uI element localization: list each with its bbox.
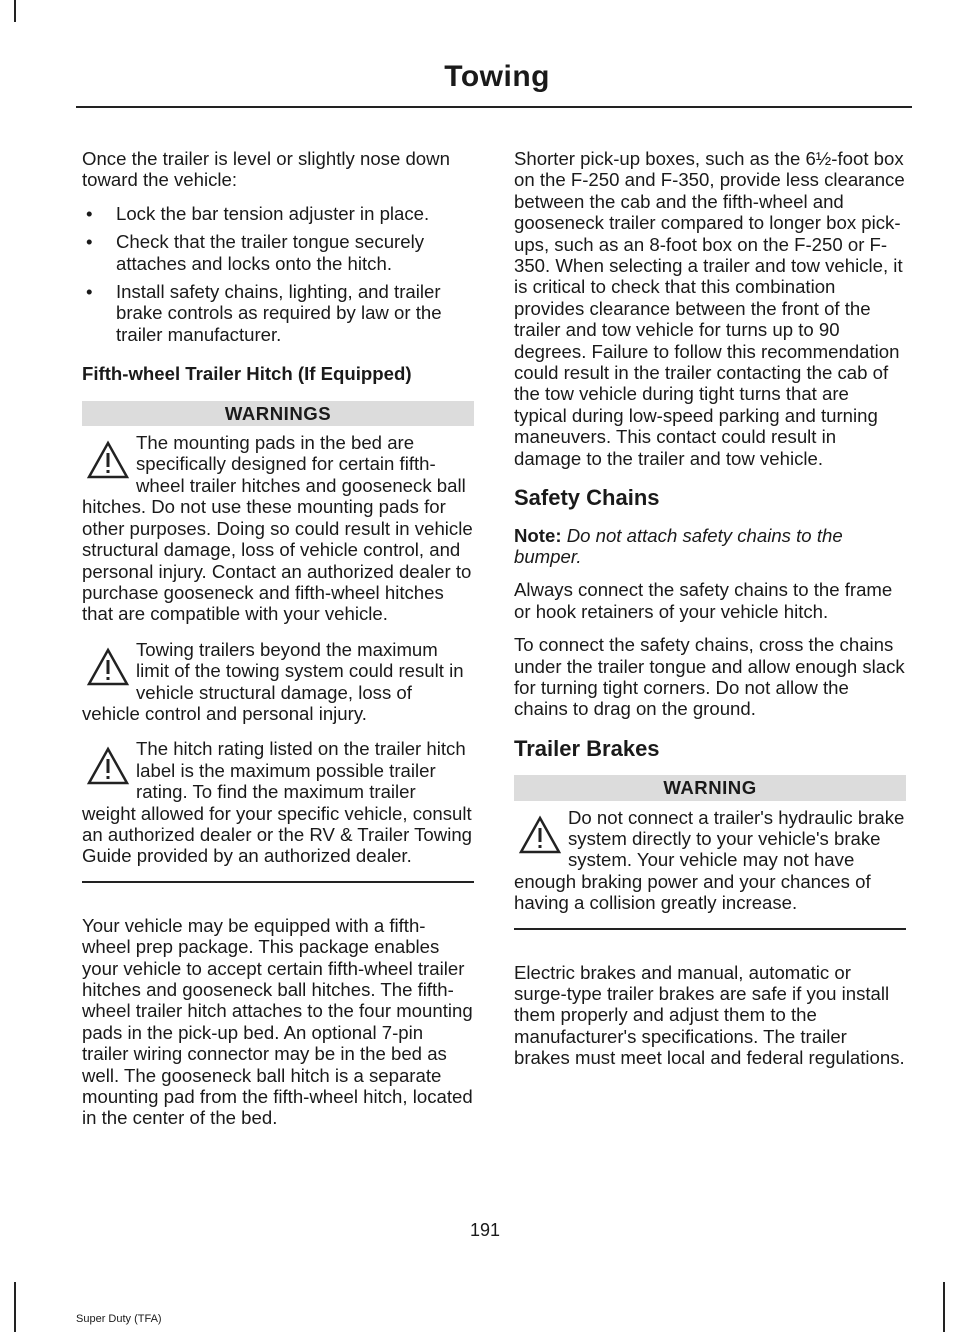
note-text: Do not attach safety chains to the bumper. [514,524,843,567]
note-label: Note: [514,524,562,546]
warning-item: Towing trailers beyond the maximum limit of the towing system could result in vehicle structural damage, loss of vehicle control and personal injury. [82,638,464,724]
crop-mark-top-left [14,0,16,22]
header-rule [76,106,912,108]
safety-chains-heading: Safety Chains [514,485,660,511]
left-column [82,148,474,1141]
list-item: • Lock the bar tension adjuster in place. [86,202,430,224]
pickup-box-paragraph: Shorter pick-up boxes, such as the 6½-foot box on the F-250 and F-350, provide less clearance between the cab and the fifth-wheel and gooseneck trailer compared to longer box pick-ups, such as an 8-foot box on the F-250 or F-350. When selecting a trailer and tow vehicle, it is critical to check that this combination provides clearance between the front of the trailer and tow vehicle for turns up to 90 degrees. Failure to follow this recommendation could result in the trailer contacting the cab of the tow vehicle during tight turns that are typical during low-speed parking and turning maneuvers. This contact could result in damage to the trailer and tow vehicle. [514,148,905,469]
warning-item: The mounting pads in the bed are specifically designed for certain fifth-wheel trailer hitches and gooseneck ball hitches. Do not use these mounting pads for other purposes. Doing so could result in vehicle structural damage, loss of vehicle control, and personal injury. Contact an authorized dealer to purchase gooseneck and fifth-wheel hitches that are compatible with your vehicle. [82,432,473,625]
warning-item: Do not connect a trailer's hydraulic brake system directly to your vehicle's brake system. Your vehicle may not have enough braking power and your chances of having a collision greatly increase. [514,806,905,914]
trailer-brakes-paragraph: Electric brakes and manual, automatic or surge-type trailer brakes are safe if you install them properly and adjust them to the manufacturer's specifications. The trailer brakes must meet local and federal regulations. [514,961,905,1069]
warning-triangle-icon [86,440,130,480]
page-number: 191 [470,1220,501,1240]
bullet-icon: • [86,202,93,224]
bullet-icon: • [86,281,93,303]
warning-title-bar: WARNING [514,775,906,800]
warning-triangle-icon [86,746,130,786]
warning-item: The hitch rating listed on the trailer hitch label is the maximum possible trailer rating. To find the maximum trailer weight allowed for your specific vehicle, consult an authorized dealer or the RV & Trailer Towing Guide provided by an authorized dealer. [82,738,473,867]
section-rule [82,881,474,883]
list-item: • Check that the trailer tongue securely attaches and locks onto the hitch. [86,231,424,274]
note [514,525,906,568]
bullet-list [82,203,474,345]
crop-mark-bottom-right-v [943,1282,945,1332]
warning-triangle-icon [86,647,130,687]
page-header-title: Towing [444,60,550,93]
fifth-wheel-subheading: Fifth-wheel Trailer Hitch (If Equipped) [82,363,412,385]
bullet-icon: • [86,231,93,253]
warnings-title-bar: WARNINGS [82,401,474,426]
list-item: • Install safety chains, lighting, and trailer brake controls as required by law or the trailer manufacturer. [86,281,442,345]
fifth-wheel-body: Your vehicle may be equipped with a fifth-wheel prep package. This package enables your vehicle to accept certain fifth-wheel trailer hitches and gooseneck ball hitches. The fifth-wheel trailer hitch attaches to the four mounting pads in the pick-up bed. An optional 7-pin trailer wiring connector may be in the bed as well. The gooseneck ball hitch is a separate mounting pad from the fifth-wheel hitch, located in the center of the bed. [82,914,473,1129]
safety-chains-paragraph: Always connect the safety chains to the frame or hook retainers of your vehicle hitch. [514,579,893,622]
trailer-brakes-heading: Trailer Brakes [514,735,660,761]
section-rule [514,928,906,930]
warning-triangle-icon [518,815,562,855]
intro-paragraph: Once the trailer is level or slightly nose down toward the vehicle: [82,148,450,191]
safety-chains-paragraph-2: To connect the safety chains, cross the chains under the trailer tongue and allow enough slack for turning tight corners. Do not allow the chains to drag on the ground. [514,634,905,720]
right-column [514,148,906,1081]
crop-mark-bottom-left-v [14,1282,16,1332]
footer-model-text: Super Duty (TFA) [76,1313,162,1325]
